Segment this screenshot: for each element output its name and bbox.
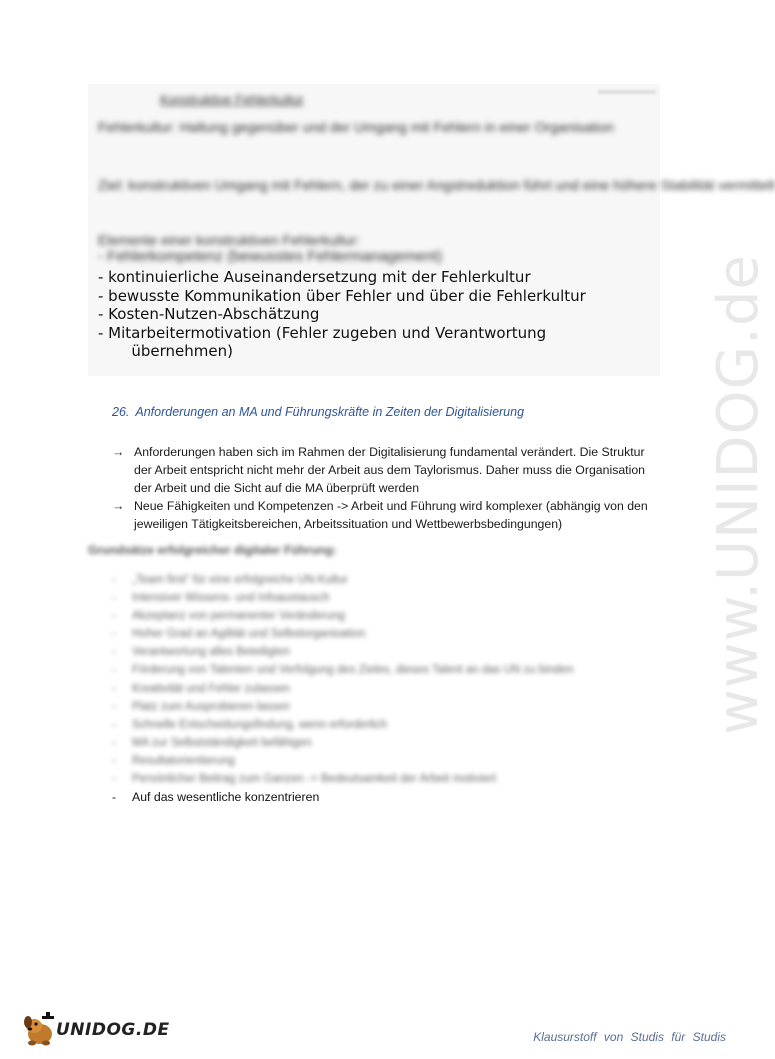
slide-corner-mark	[598, 90, 656, 94]
section-heading	[112, 405, 524, 419]
list-item-text: Intensiver Wissens- und Infoaustausch	[132, 592, 330, 605]
dash-bullet: -	[112, 682, 116, 695]
list-item	[112, 607, 573, 625]
slide-list-item: - Kosten-Nutzen-Abschätzung	[98, 305, 320, 323]
list-item-text: Kreativität und Fehler zulassen	[132, 682, 290, 695]
slide-first-item: - Fehlerkompetenz (bewusstes Fehlermanagement)	[98, 248, 443, 265]
slide-definition: Fehlerkultur: Haltung gegenüber und der Umgang mit Fehlern in einer Organisation	[98, 119, 614, 135]
slide-element-list	[98, 268, 586, 361]
list-item-text: Schnelle Entscheidungsfindung, wenn erforderlich	[132, 718, 388, 731]
slide-list-item: übernehmen)	[98, 342, 233, 360]
dash-bullet: -	[112, 592, 116, 605]
embedded-slide-image	[88, 84, 775, 376]
arrow-paragraph	[112, 443, 657, 499]
dash-bullet: -	[112, 754, 116, 767]
list-item-text: Auf das wesentliche konzentrieren	[132, 790, 320, 805]
list-item-text: „Team first“ für eine erfolgreiche UN-Kultur	[132, 574, 349, 586]
arrow-right-icon: →	[112, 445, 125, 459]
slide-title: Konstruktive Fehlerkultur	[160, 92, 304, 107]
dash-bullet: -	[112, 646, 116, 659]
list-item-text: Platz zum Ausprobieren lassen	[132, 700, 290, 713]
slide-elements-heading: Elemente einer konstruktiven Fehlerkultur:	[98, 232, 361, 248]
list-item	[112, 716, 573, 734]
list-item	[112, 571, 573, 589]
list-item	[112, 589, 573, 607]
list-item-text: MA zur Selbstständigkeit befähigen	[132, 736, 312, 749]
dash-bullet: -	[112, 790, 117, 805]
arrow-right-icon: →	[112, 499, 125, 513]
slide-list-item: - Mitarbeitermotivation (Fehler zugeben und Verantwortung	[98, 323, 547, 342]
dash-bullet: -	[112, 700, 116, 713]
list-item-text: Resultatorientierung	[132, 754, 235, 767]
principles-list	[112, 571, 573, 806]
slide-goal: Ziel: konstruktiven Umgang mit Fehlern, der zu einer Angstreduktion führt und eine höhere Stabilität vermittelt	[98, 177, 775, 193]
dash-bullet: -	[112, 718, 116, 731]
paragraph-text: Neue Fähigkeiten und Kompetenzen -> Arbeit und Führung wird komplexer (abhängig von den jeweiligen Tätigkeitsbereichen, Arbeitssituation und Wettbewerbsbedingungen)	[134, 499, 648, 531]
dash-bullet: -	[112, 574, 116, 586]
list-item	[112, 788, 573, 806]
list-item	[112, 770, 573, 788]
unidog-logo	[22, 1012, 170, 1048]
site-watermark: www.UNIDOG.de	[706, 254, 771, 735]
list-item	[112, 680, 573, 698]
list-item-text: Akzeptanz von permanenter Veränderung	[132, 610, 345, 623]
list-item-text: Hoher Grad an Agilität und Selbstorganisation	[132, 628, 366, 641]
dash-bullet: -	[112, 628, 116, 641]
list-item	[112, 643, 573, 661]
arrow-paragraph	[112, 497, 657, 537]
paragraph-text: Anforderungen haben sich im Rahmen der Digitalisierung fundamental verändert. Die Struktur der Arbeit entspricht nicht mehr der Arbeit aus dem Taylorismus. Daher muss die Organisation der Arbeit und die Sicht auf die MA überprüft werden	[134, 445, 646, 495]
dash-bullet: -	[112, 736, 116, 749]
dash-bullet: -	[112, 610, 116, 623]
list-item-text: Verantwortung alles Beteiligten	[132, 646, 290, 659]
list-item-text: Förderung von Talenten und Verfolgung des Zieles, dieses Talent an das UN zu binden	[132, 664, 574, 677]
section-title-text: Anforderungen an MA und Führungskräfte in Zeiten der Digitalisierung	[135, 405, 525, 419]
footer-slogan: Klausurstoff von Studis für Studis	[533, 1030, 726, 1044]
list-item-text: Persönlicher Beitrag zum Ganzen -> Bedeutsamkeit der Arbeit motiviert	[132, 773, 497, 786]
list-item	[112, 661, 573, 679]
slide-list-item: - bewusste Kommunikation über Fehler und über die Fehlerkultur	[98, 286, 586, 305]
principles-heading: Grundsätze erfolgreicher digitaler Führung:	[88, 543, 337, 557]
dash-bullet: -	[112, 773, 116, 786]
slide-list-item: - kontinuierliche Auseinandersetzung mit der Fehlerkultur	[98, 268, 531, 286]
list-item	[112, 752, 573, 770]
list-item	[112, 734, 573, 752]
dash-bullet: -	[112, 664, 116, 677]
logo-text: UNIDOG.DE	[56, 1020, 170, 1040]
list-item	[112, 625, 573, 643]
list-item	[112, 698, 573, 716]
section-number: 26.	[112, 405, 130, 419]
